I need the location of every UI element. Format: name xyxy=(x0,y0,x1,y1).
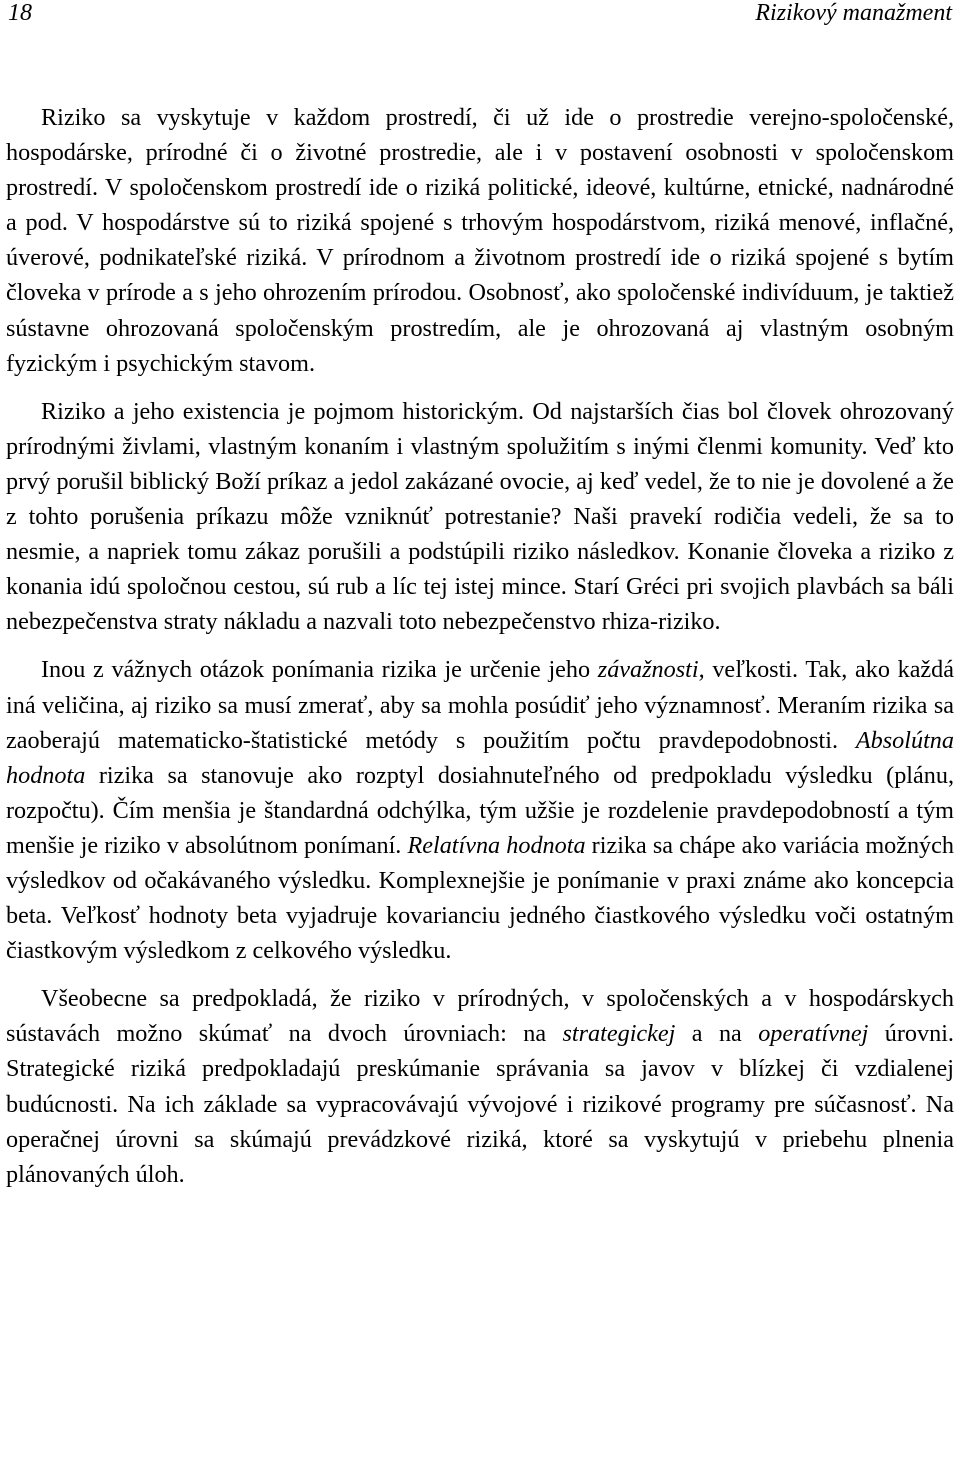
emphasis-relativna-hodnota: Relatívna hodnota xyxy=(407,831,586,859)
emphasis-operativnej: operatívnej xyxy=(758,1020,869,1048)
emphasis-zavaznosti: závažnosti, xyxy=(597,656,705,684)
document-body xyxy=(6,100,954,1192)
running-title: Rizikový manažment xyxy=(755,0,952,26)
paragraph-text: úrovni. Strategické riziká predpokladajú preskúmanie správania sa javov v blízkej či vzdialenej budúcnosti. Na ich základe sa vypracovávajú vývojové i rizikové programy pre súčasnosť. Na operačnej úrovni sa skúmajú prevádzkové riziká, ktoré sa vyskytujú v priebehu plnenia plánovaných úloh. xyxy=(6,1020,954,1188)
paragraph-text: rizika sa chápe ako variácia možných výsledkov od očakávaného výsledku. Komplexnejšie je ponímanie v praxi známe ako koncepcia beta. Veľkosť hodnoty beta vyjadruje kovarianciu jedného čiastkového výsledku voči ostatným čiastkovým výsledkom z celkového výsledku. xyxy=(6,831,954,965)
paragraph-text: Riziko sa vyskytuje v každom prostredí, či už ide o prostredie verejno-spoločenské, hospodárske, prírodné či o životné prostredie, ale i v postavení osobnosti v spoločenskom prostredí. V spoločenskom prostredí ide o riziká politické, ideové, kultúrne, etnické, nadnárodné a pod. V hospodárstve sú to riziká spojené s trhovým hospodárstvom, riziká menové, inflačné, úverové, podnikateľské riziká. V prírodnom a životnom prostredí ide o riziká spojené s bytím človeka v prírode a s jeho ohrozením prírodou. Osobnosť, ako spoločenské indivíduum, je taktiež sústavne ohrozovaná spoločenským prostredím, ale je ohrozovaná aj vlastným osobným fyzickým i psychickým stavom. xyxy=(6,104,954,377)
paragraph-2 xyxy=(6,394,954,640)
paragraph-text: veľkosti. Tak, ako každá iná veličina, aj riziko sa musí zmerať, aby sa mohla posúdiť jeho významnosť. Meraním rizika sa zaoberajú matematicko-štatistické metódy s použitím počtu pravdepodobnosti. xyxy=(6,656,954,754)
paragraph-text: Inou z vážnych otázok ponímania rizika je určenie jeho xyxy=(41,656,598,684)
emphasis-strategickej: strategickej xyxy=(562,1020,676,1048)
page-header xyxy=(8,0,952,26)
paragraph-1 xyxy=(6,100,954,381)
emphasis-absolutna-hodnota: Absolútna hodnota xyxy=(6,726,954,789)
page-number: 18 xyxy=(8,0,32,26)
paragraph-text: rizika sa stanovuje ako rozptyl dosiahnuteľného od predpokladu výsledku (plánu, rozpočtu). Čím menšia je štandardná odchýlka, tým užšie je rozdelenie pravdepodobností a tým menšie je riziko v absolútnom ponímaní. xyxy=(6,761,954,859)
paragraph-text: Riziko a jeho existencia je pojmom historickým. Od najstarších čias bol človek ohrozovaný prírodnými živlami, vlastným konaním i vlastným spolužitím s inými členmi komunity. Veď kto prvý porušil biblický Boží príkaz a jedol zakázané ovocie, aj keď vedel, že to nie je dovolené a že z tohto porušenia príkazu môže vzniknúť potrestanie? Naši pravekí rodičia vedeli, že sa to nesmie, a napriek tomu zákaz porušili a podstúpili riziko následkov. Konanie človeka a riziko z konania idú spoločnou cestou, sú rub a líc tej istej mince. Starí Gréci pri svojich plavbách sa báli nebezpečenstva straty nákladu a nazvali toto nebezpečenstvo rhiza-riziko. xyxy=(6,397,954,636)
paragraph-text: Všeobecne sa predpokladá, že riziko v prírodných, v spoločenských a v hospodárskych sústavách možno skúmať na dvoch úrovniach: na xyxy=(6,985,954,1048)
paragraph-text: a na xyxy=(675,1020,759,1048)
paragraph-3 xyxy=(6,652,954,968)
paragraph-4 xyxy=(6,981,954,1192)
